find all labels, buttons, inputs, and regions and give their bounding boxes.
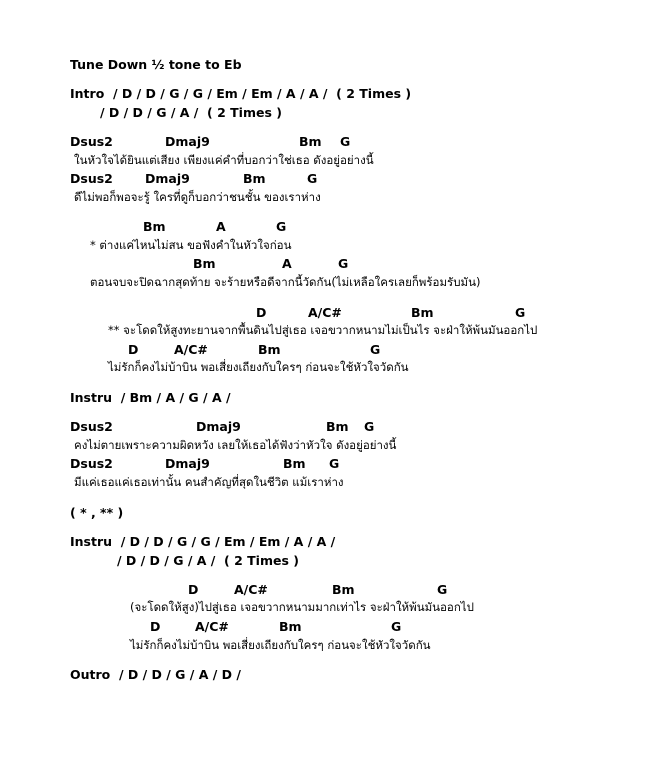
instru-line: Instru / Bm / A / G / A / <box>70 390 231 405</box>
outro-line: Outro / D / D / G / A / D / <box>70 667 241 682</box>
chord: Dsus2 <box>70 171 113 186</box>
chord: G <box>437 582 448 597</box>
chord: G <box>329 456 340 471</box>
chord: Bm <box>283 456 306 471</box>
chord: A/C# <box>174 342 208 357</box>
chord: Bm <box>299 134 322 149</box>
intro-line-1: Intro / D / D / G / G / Em / Em / A / A / ( 2 Times ) <box>70 86 412 101</box>
chord: Dsus2 <box>70 134 113 149</box>
chord: Dsus2 <box>70 456 113 471</box>
chord: Bm <box>326 419 349 434</box>
chord: D <box>188 582 199 597</box>
chord: G <box>307 171 318 186</box>
chord: A/C# <box>234 582 268 597</box>
chord: G <box>515 305 526 320</box>
chord: Dmaj9 <box>145 171 190 186</box>
chord: A <box>216 219 226 234</box>
chord: Bm <box>411 305 434 320</box>
lyric-line: ในหัวใจได้ยินแต่เสียง เพียงแค่คำที่บอกว่าใช่เธอ ดังอยู่อย่างนี้ <box>74 153 374 167</box>
chord: Bm <box>193 256 216 271</box>
lyric-line: ไม่รักก็คงไม่บ้าบิน พอเสี่ยงเถียงกับใครๆ ก่อนจะใช้หัวใจวัดกัน <box>108 360 409 374</box>
chord: G <box>340 134 351 149</box>
chord: A/C# <box>308 305 342 320</box>
chord: A <box>282 256 292 271</box>
lyric-line: ไม่รักก็คงไม่บ้าบิน พอเสี่ยงเถียงกับใครๆ ก่อนจะใช้หัวใจวัดกัน <box>130 638 431 652</box>
chord: Dmaj9 <box>165 134 210 149</box>
lyric-line: คงไม่ตายเพราะความผิดหวัง เลยให้เธอได้ฟังว่าหัวใจ ดังอยู่อย่างนี้ <box>74 438 397 452</box>
chord: D <box>128 342 139 357</box>
instru-line: / D / D / G / A / ( 2 Times ) <box>117 553 299 568</box>
chord: Dmaj9 <box>165 456 210 471</box>
chord: Bm <box>332 582 355 597</box>
chord: Dmaj9 <box>196 419 241 434</box>
lyric-line: ดีไม่พอก็พอจะรู้ ใครที่ดูก็บอกว่าชนชั้น ของเราห่าง <box>74 190 321 204</box>
chord: G <box>391 619 402 634</box>
tuning-note: Tune Down ½ tone to Eb <box>70 57 242 72</box>
intro-line-2: / D / D / G / A / ( 2 Times ) <box>100 105 282 120</box>
chord: Bm <box>258 342 281 357</box>
chord: D <box>150 619 161 634</box>
lyric-line: ตอนจบจะปิดฉากสุดท้าย จะร้ายหรือดีจากนี้วัดกัน(ไม่เหลือใครเลยก็พร้อมรับมัน) <box>90 275 481 289</box>
lyric-line: * ต่างแค่ไหนไม่สน ขอฟังคำในหัวใจก่อน <box>90 238 292 252</box>
chord: Dsus2 <box>70 419 113 434</box>
chord: G <box>370 342 381 357</box>
chord: Bm <box>243 171 266 186</box>
chord: G <box>338 256 349 271</box>
chord: Bm <box>279 619 302 634</box>
lyric-line: (จะโดดให้สูง)ไปสู่เธอ เจอขวากหนามมากเท่าไร จะฝ่าให้พ้นมันออกไป <box>130 600 474 614</box>
lyric-line: มีแค่เธอแค่เธอเท่านั้น คนสำคัญที่สุดในชีวิต แม้เราห่าง <box>74 475 344 489</box>
chord: A/C# <box>195 619 229 634</box>
chord: D <box>256 305 267 320</box>
chord: G <box>276 219 287 234</box>
repeat-marker: ( * , ** ) <box>70 505 124 520</box>
instru-line: Instru / D / D / G / G / Em / Em / A / A / <box>70 534 336 549</box>
chord: G <box>364 419 375 434</box>
lyric-line: ** จะโดดให้สูงทะยานจากพื้นดินไปสู่เธอ เจอขวากหนามไม่เป็นไร จะฝ่าให้พ้นมันออกไป <box>108 323 538 337</box>
chord: Bm <box>143 219 166 234</box>
